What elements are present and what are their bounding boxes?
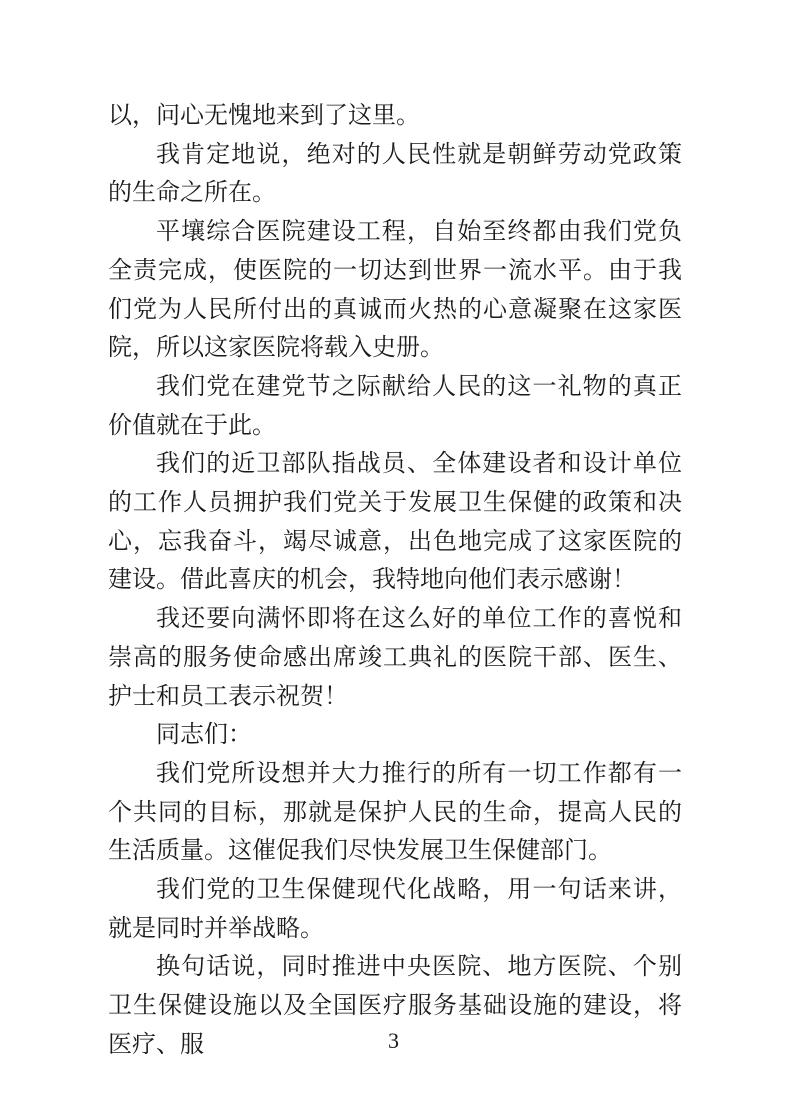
paragraph-hospital-construction: 平壤综合医院建设工程，自始至终都由我们党负全责完成，使医院的一切达到世界一流水平。由于我们党为人民所付出的真诚而火热的心意凝聚在这家医院，所以这家医院将载入史册。 — [108, 217, 682, 362]
body-text — [108, 96, 682, 1064]
paragraph-in-other-words: 换句话说，同时推进中央医院、地方医院、个别卫生保健设施以及全国医疗服务基础设施的建设，将医疗、服 — [108, 952, 682, 1058]
paragraph-address-comrades: 同志们： — [156, 720, 252, 749]
paragraph-people-centered: 我肯定地说，绝对的人民性就是朝鲜劳动党政策的生命之所在。 — [108, 139, 682, 207]
paragraph-continuation: 以，问心无愧地来到了这里。 — [108, 101, 420, 129]
paragraph-common-goal: 我们党所设想并大力推行的所有一切工作都有一个共同的目标，那就是保护人民的生命，提高人民的生活质量。这催促我们尽快发展卫生保健部门。 — [108, 758, 682, 865]
page-number: 3 — [388, 1028, 399, 1053]
paragraph-gratitude: 我们的近卫部队指战员、全体建设者和设计单位的工作人员拥护我们党关于发展卫生保健的政策和决心，忘我奋斗，竭尽诚意，出色地完成了这家医院的建设。借此喜庆的机会，我特地向他们表示感谢！ — [108, 449, 682, 594]
paragraph-congratulations: 我还要向满怀即将在这么好的单位工作的喜悦和崇高的服务使命感出席竣工典礼的医院干部、医生、护士和员工表示祝贺！ — [108, 604, 682, 710]
paragraph-strategy: 我们党的卫生保健现代化战略，用一句话来讲，就是同时并举战略。 — [108, 875, 682, 942]
paragraph-true-value: 我们党在建党节之际献给人民的这一礼物的真正价值就在于此。 — [108, 371, 682, 439]
